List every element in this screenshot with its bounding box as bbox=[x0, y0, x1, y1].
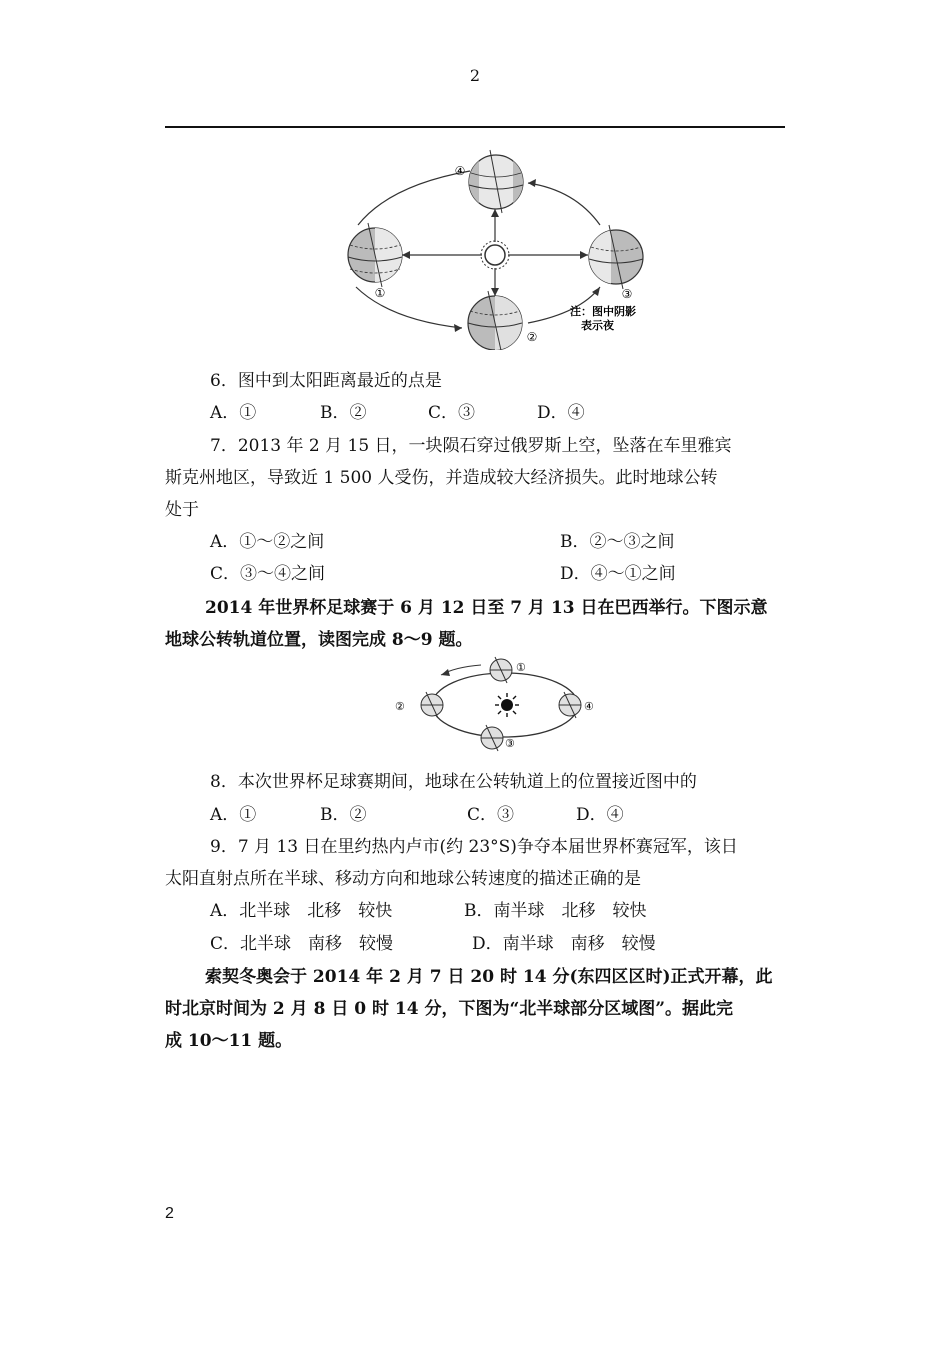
figure2-label-1: ① bbox=[516, 661, 526, 674]
figure1-label-3: ③ bbox=[621, 287, 633, 301]
q8-option-a[interactable]: A．① bbox=[210, 805, 257, 825]
q9-option-d[interactable]: D．南半球 南移 较慢 bbox=[472, 934, 656, 954]
q9-stem-line2: 太阳直射点所在半球、移动方向和地球公转速度的描述正确的是 bbox=[165, 869, 641, 889]
q9-option-a[interactable]: A．北半球 北移 较快 bbox=[210, 901, 393, 921]
figure1-note-line1: 注：图中阴影 bbox=[570, 305, 636, 318]
q7-option-b[interactable]: B．②～③之间 bbox=[560, 532, 675, 552]
sun-icon bbox=[481, 241, 509, 269]
intro-8-9-line1: 2014 年世界杯足球赛于 6 月 12 日至 7 月 13 日在巴西举行。下图示意 bbox=[205, 598, 768, 618]
q6-option-a[interactable]: A．① bbox=[210, 403, 257, 423]
q7-option-c[interactable]: C．③～④之间 bbox=[210, 564, 326, 584]
page-number-bottom: 2 bbox=[165, 1205, 174, 1222]
earth-globe-4 bbox=[469, 150, 523, 213]
q6-option-b[interactable]: B．② bbox=[320, 403, 367, 423]
q8-option-d[interactable]: D．④ bbox=[576, 805, 624, 825]
earth-globe-1 bbox=[490, 657, 512, 683]
q6-option-c[interactable]: C．③ bbox=[428, 403, 476, 423]
q9-option-b[interactable]: B．南半球 北移 较快 bbox=[464, 901, 647, 921]
earth-globe-2 bbox=[421, 692, 443, 718]
earth-globe-4 bbox=[559, 692, 581, 718]
figure2-label-4: ④ bbox=[584, 700, 594, 713]
q7-option-d[interactable]: D．④～①之间 bbox=[560, 564, 676, 584]
q8-option-b[interactable]: B．② bbox=[320, 805, 367, 825]
q9-option-c[interactable]: C．北半球 南移 较慢 bbox=[210, 934, 394, 954]
figure1-label-4: ④ bbox=[454, 164, 466, 178]
q9-stem-line1: 9．7 月 13 日在里约热内卢市(约 23°S)争夺本届世界杯赛冠军，该日 bbox=[210, 837, 738, 857]
intro-10-11-line3: 成 10～11 题。 bbox=[165, 1031, 293, 1051]
figure-earth-orbit-ellipse bbox=[385, 655, 605, 760]
intro-10-11-line1: 索契冬奥会于 2014 年 2 月 7 日 20 时 14 分(东四区区时)正式开幕，此 bbox=[205, 967, 773, 987]
sun-icon bbox=[495, 693, 519, 717]
figure2-label-3: ③ bbox=[505, 737, 515, 750]
figure2-label-2: ② bbox=[395, 700, 405, 713]
figure1-label-2: ② bbox=[526, 330, 538, 344]
intro-8-9-line2: 地球公转轨道位置，读图完成 8～9 题。 bbox=[165, 630, 473, 650]
q7-stem-line3: 处于 bbox=[165, 500, 199, 520]
earth-globe-3 bbox=[481, 725, 503, 751]
header-rule bbox=[165, 126, 785, 128]
q6-option-d[interactable]: D．④ bbox=[537, 403, 585, 423]
q7-option-a[interactable]: A．①～②之间 bbox=[210, 532, 325, 552]
page-number-top: 2 bbox=[469, 66, 481, 85]
figure-earth-orbit-seasons bbox=[330, 145, 650, 355]
q8-option-c[interactable]: C．③ bbox=[467, 805, 515, 825]
q8-stem: 8．本次世界杯足球赛期间，地球在公转轨道上的位置接近图中的 bbox=[210, 772, 697, 792]
earth-globe-1 bbox=[348, 223, 402, 287]
earth-globe-3 bbox=[589, 225, 643, 289]
figure1-label-1: ① bbox=[374, 286, 386, 300]
intro-10-11-line2: 时北京时间为 2 月 8 日 0 时 14 分，下图为“北半球部分区域图”。据此完 bbox=[165, 999, 734, 1019]
q7-stem-line2: 斯克州地区，导致近 1 500 人受伤，并造成较大经济损失。此时地球公转 bbox=[165, 468, 718, 488]
earth-globe-2 bbox=[468, 291, 522, 350]
figure1-note-line2: 表示夜 bbox=[581, 319, 614, 332]
q7-stem-line1: 7．2013 年 2 月 15 日，一块陨石穿过俄罗斯上空，坠落在车里雅宾 bbox=[210, 436, 732, 456]
q6-stem: 6．图中到太阳距离最近的点是 bbox=[210, 371, 442, 391]
